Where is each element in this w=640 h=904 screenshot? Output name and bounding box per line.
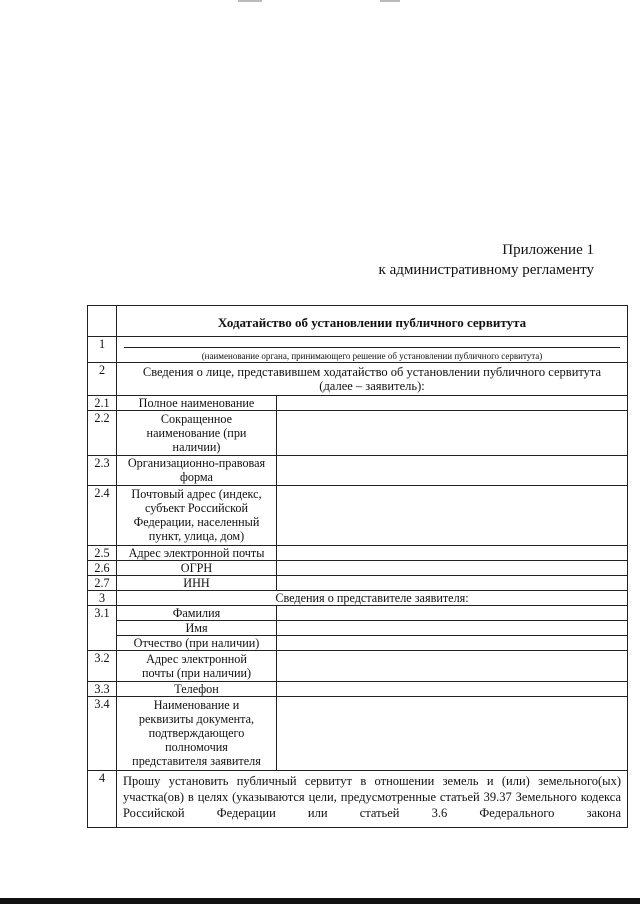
appendix-line-1: Приложение 1 <box>502 242 594 258</box>
field-label: Организационно-правовая форма <box>117 456 277 486</box>
field-label: Телефон <box>117 682 277 697</box>
row-number: 2.3 <box>88 456 117 486</box>
field-label: Фамилия <box>117 606 277 621</box>
row-2-5 <box>88 546 628 561</box>
row-number: 2 <box>88 363 117 396</box>
scan-mark-right <box>380 0 400 2</box>
row-3 <box>88 591 628 606</box>
scan-mark-left <box>238 0 262 2</box>
row-3-2 <box>88 651 628 682</box>
form-title: Ходатайство об установлении публичного сервитута <box>117 306 628 337</box>
short-name-input[interactable] <box>277 411 628 456</box>
patronymic-input[interactable] <box>277 636 628 651</box>
appendix-line-2: к административному регламенту <box>378 262 594 278</box>
applicant-section-heading: Сведения о лице, представившем ходатайство об установлении публичного сервитута (далее – заявитель): <box>117 363 628 396</box>
row-number: 3.1 <box>88 606 117 651</box>
name-input[interactable] <box>277 621 628 636</box>
inn-input[interactable] <box>277 576 628 591</box>
surname-input[interactable] <box>277 606 628 621</box>
phone-input[interactable] <box>277 682 628 697</box>
row-number: 3.3 <box>88 682 117 697</box>
authority-input-line[interactable] <box>124 337 620 348</box>
authority-field[interactable] <box>117 337 628 363</box>
field-label: Полное наименование <box>117 396 277 411</box>
row-4 <box>88 771 628 828</box>
row-3-3 <box>88 682 628 697</box>
authority-document-input[interactable] <box>277 697 628 771</box>
row-number: 2.4 <box>88 486 117 546</box>
applicant-email-input[interactable] <box>277 546 628 561</box>
row-number: 1 <box>88 337 117 363</box>
appendix-header <box>379 240 594 280</box>
field-label: Сокращенное наименование (при наличии) <box>117 411 277 456</box>
row-number: 2.2 <box>88 411 117 456</box>
row-2-1 <box>88 396 628 411</box>
row-1 <box>88 337 628 363</box>
row-3-1-name <box>88 621 628 636</box>
form-title-row <box>88 306 628 337</box>
postal-address-input[interactable] <box>277 486 628 546</box>
row-2 <box>88 363 628 396</box>
servitude-request-text: Прошу установить публичный сервитут в отношении земель и (или) земельного(ых) участка(ов) в целях (указываются цели, предусмотренные статьей 39.37 Земельного кодекса Российской Федерации или статьей 3.6 Федерального закона <box>117 771 628 828</box>
row-number: 4 <box>88 771 117 828</box>
scan-bottom-edge <box>0 898 640 904</box>
field-label: Почтовый адрес (индекс, субъект Российской Федерации, населенный пункт, улица, дом) <box>117 486 277 546</box>
row-3-4 <box>88 697 628 771</box>
row-3-1-surname <box>88 606 628 621</box>
row-number: 3.2 <box>88 651 117 682</box>
row-2-7 <box>88 576 628 591</box>
row-number: 2.5 <box>88 546 117 561</box>
row-2-6 <box>88 561 628 576</box>
field-label: Отчество (при наличии) <box>117 636 277 651</box>
representative-section-heading: Сведения о представителе заявителя: <box>117 591 628 606</box>
authority-caption: (наименование органа, принимающего решение об установлении публичного сервитута) <box>201 351 543 361</box>
row-3-1-patronymic <box>88 636 628 651</box>
title-num-cell <box>88 306 117 337</box>
row-2-2 <box>88 411 628 456</box>
field-label: Имя <box>117 621 277 636</box>
row-number: 2.7 <box>88 576 117 591</box>
row-2-3 <box>88 456 628 486</box>
representative-email-input[interactable] <box>277 651 628 682</box>
row-2-4 <box>88 486 628 546</box>
petition-form-table <box>87 305 628 828</box>
row-number: 3.4 <box>88 697 117 771</box>
field-label: ОГРН <box>117 561 277 576</box>
legal-form-input[interactable] <box>277 456 628 486</box>
full-name-input[interactable] <box>277 396 628 411</box>
row-number: 2.6 <box>88 561 117 576</box>
row-number: 3 <box>88 591 117 606</box>
field-label: Адрес электронной почты (при наличии) <box>117 651 277 682</box>
row-number: 2.1 <box>88 396 117 411</box>
ogrn-input[interactable] <box>277 561 628 576</box>
field-label: Адрес электронной почты <box>117 546 277 561</box>
field-label: ИНН <box>117 576 277 591</box>
field-label: Наименование и реквизиты документа, подтверждающего полномочия представителя заявителя <box>117 697 277 771</box>
